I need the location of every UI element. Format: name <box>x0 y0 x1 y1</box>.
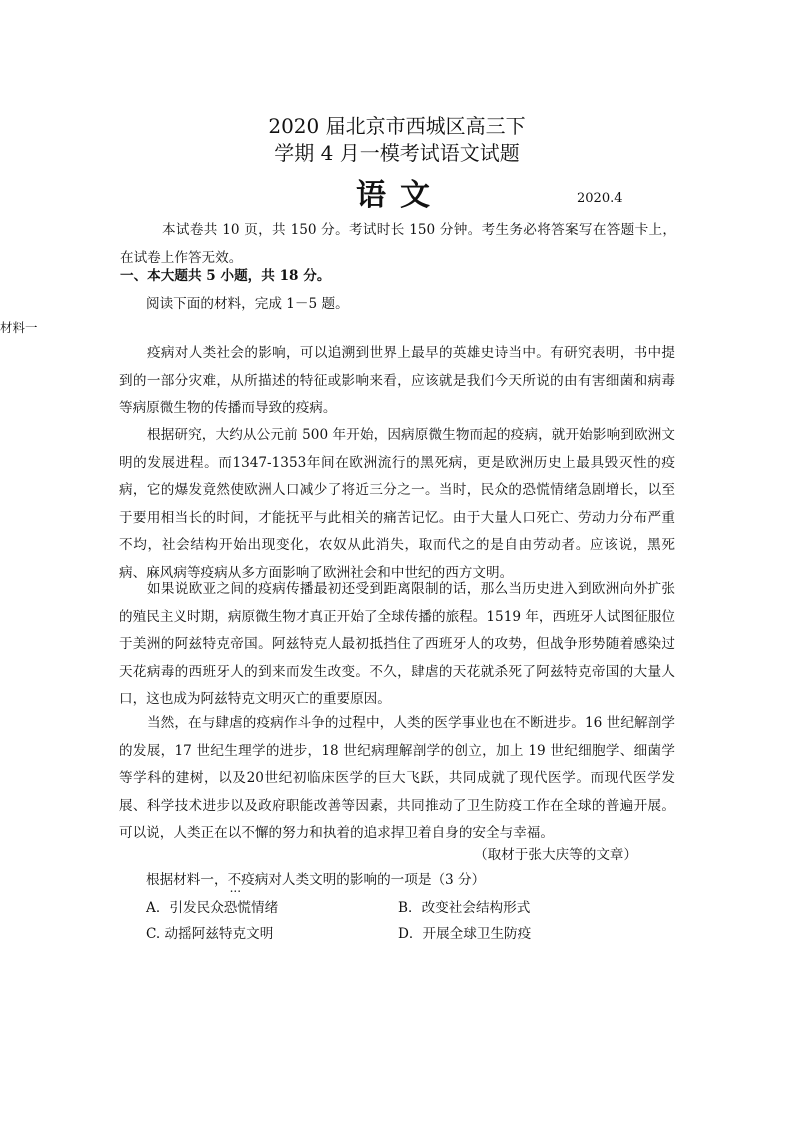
exam-notice: 本试卷共 10 页，共 150 分。考试时长 150 分钟。考生务必将答案写在答题卡上，在试卷上作答无效。 <box>120 222 676 266</box>
question-stem <box>146 870 485 890</box>
section-instruction: 阅读下面的材料，完成 1－5 题。 <box>146 296 349 312</box>
exam-title-line1: 2020 届北京市西城区高三下 <box>268 114 526 138</box>
passage-paragraph: 根据研究，大约从公元前 500 年开始，因病原微生物而起的疫病，就开始影响到欧洲文明的发展进程。而1347-1353年间在欧洲流行的黑死病，更是欧洲历史上最具毁灭性的疫病，它的爆发竟然使欧洲人口减少了将近三分之一。当时，民众的恐慌情绪急剧增长，以至于要用相当长的时间，才能抚平与此相关的痛苦记忆。由于大量人口死亡、劳动力分布严重不均，社会结构开始出现变化，农奴从此消失，取而代之的是自由劳动者。应该说，黑死病、麻风病等疫病从多方面影响了欧洲社会和中世纪的西方文明。 <box>119 427 675 581</box>
section-heading: 一、本大题共 5 小题，共 18 分。 <box>120 268 331 284</box>
passage-paragraph: 当然，在与肆虐的疫病作斗争的过程中，人类的医学事业也在不断进步。16 世纪解剖学的发展，17 世纪生理学的进步，18 世纪病理解剖学的创立，加上 19 世纪细胞学、细菌学等学科的建树，以及20世纪初临床医学的巨大飞跃，共同成就了现代医学。而现代医学发展、科学技术进步以及政府职能改善等因素，共同推动了卫生防疫工作在全球的普遍开展。可以说，人类正在以不懈的努力和执着的追求捍卫着自身的安全与幸福。 <box>119 715 675 842</box>
option-c: C. 动摇阿兹特克文明 <box>146 926 274 942</box>
option-d: D．开展全球卫生防疫 <box>398 926 532 942</box>
passage-paragraph: 疫病对人类社会的影响，可以追溯到世界上最早的英雄史诗当中。有研究表明，书中提到的一部分灾难，从所描述的特征或影响来看，应该就是我们今天所说的由有害细菌和病毒等病原微生物的传播而导致的疫病。 <box>119 345 675 417</box>
exam-date: 2020.4 <box>577 191 623 206</box>
passage-paragraph: 如果说欧亚之间的疫病传播最初还受到距离限制的话，那么当历史进入到欧洲向外扩张的殖民主义时期，病原微生物才真正开始了全球传播的旅程。1519 年，西班牙人试图征服位于美洲的阿兹特克帝国。阿兹特克人最初抵挡住了西班牙人的攻势，但战争形势随着感染过天花病毒的西班牙人的到来而发生改变。不久，肆虐的天花就杀死了阿兹特克帝国的大量人口，这也成为阿兹特克文明灭亡的重要原因。 <box>119 581 675 708</box>
option-a: A．引发民众恐慌情绪 <box>146 900 279 916</box>
material-title: 材料一 <box>0 320 38 335</box>
question-marked-word: 不 <box>227 872 242 888</box>
emphasis-dots <box>228 870 242 890</box>
exam-title-line2: 学期 4 月一模考试语文试题 <box>274 141 520 165</box>
option-b: B．改变社会结构形式 <box>398 900 531 916</box>
passage-source: （取材于张大庆等的文章） <box>474 847 638 863</box>
question-suffix: 疫病对人类文明的影响的一项是（3 分） <box>241 872 486 888</box>
question-prefix: 根据材料一， <box>146 872 228 888</box>
subject-heading: 语文 <box>356 178 444 213</box>
